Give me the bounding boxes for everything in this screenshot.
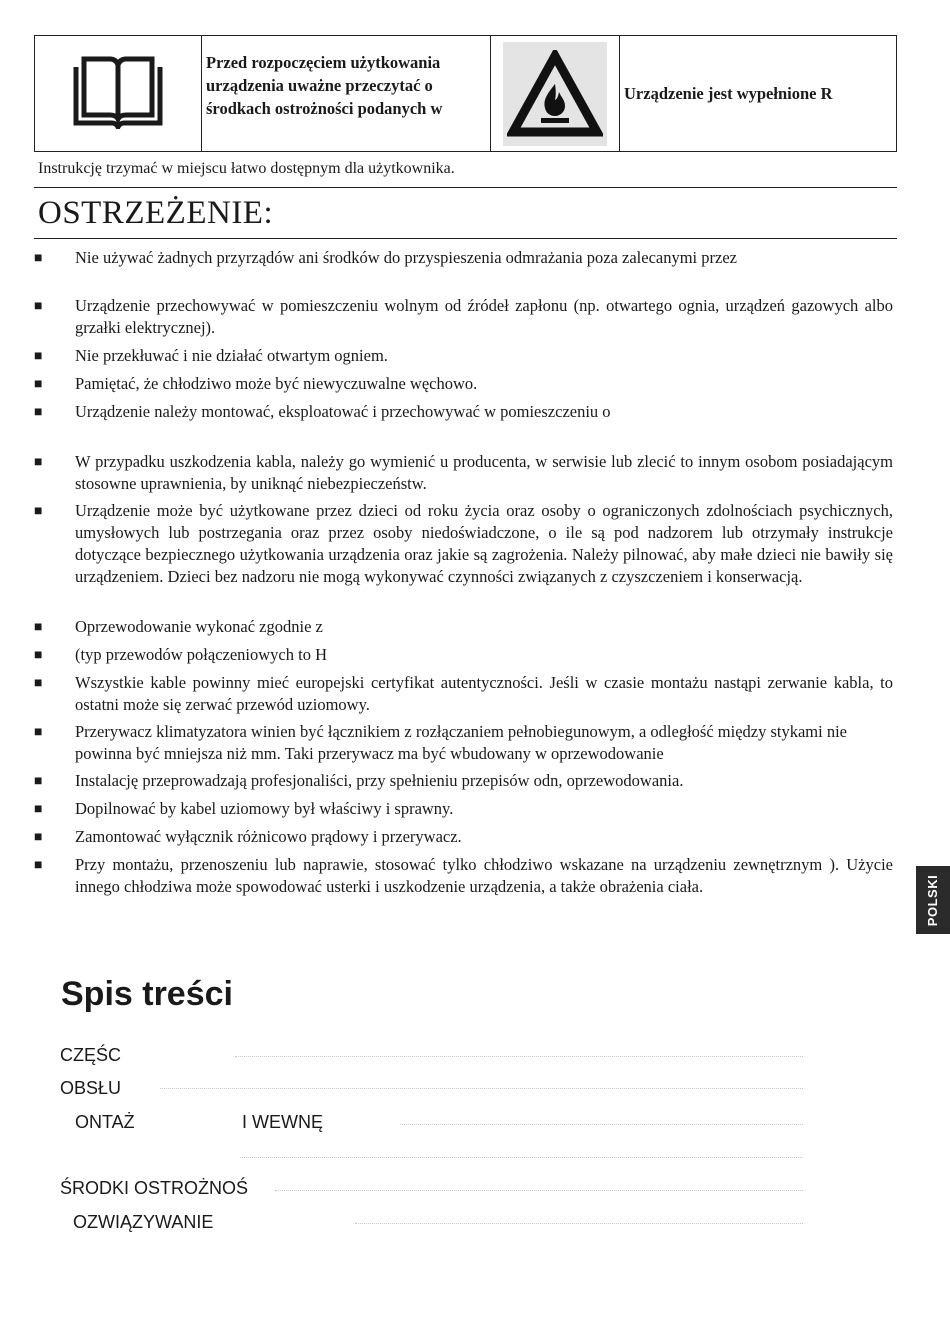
flame-cell (491, 36, 620, 151)
bullet: ■ (34, 725, 43, 740)
warning-text: Nie używać żadnych przyrządów ani środków do przyspieszenia odmrażania poza zalecanymi przez (75, 248, 737, 267)
bullet: ■ (34, 802, 43, 817)
bullet: ■ (34, 774, 43, 789)
bullet: ■ (34, 648, 43, 663)
flammable-warning-icon (503, 42, 607, 146)
toc-entry[interactable]: ONTAŻ (75, 1112, 135, 1132)
warning-text: (typ przewodów połączeniowych to H (75, 645, 328, 664)
bullet: ■ (34, 299, 43, 314)
bullet: ■ (34, 349, 43, 364)
warning-text: Urządzenie należy montować, eksploatować i przechowywać w pomieszczeniu o (75, 402, 611, 421)
warning-text: Przy montażu, przenoszeniu lub naprawie, stosować tylko chłodziwo wskazane na urządzeniu zewnętrznym ). Użycie innego chłodziwa może spowodować usterki i uszkodzenie urządzenia, a także obrażenia ciała. (75, 855, 893, 896)
divider (34, 238, 897, 239)
bullet: ■ (34, 620, 43, 635)
bullet: ■ (34, 251, 43, 266)
warning-text: W przypadku uszkodzenia kabla, należy go wymienić u producenta, w serwisie lub zlecić to innym osobom posiadającym stosowne uprawnienia, by uniknąć niebezpieczeństw. (75, 452, 893, 493)
open-book-icon (70, 53, 166, 134)
bullet: ■ (34, 504, 43, 519)
toc-leader (355, 1223, 803, 1224)
bullet: ■ (34, 676, 43, 691)
warning-text: Nie przekłuwać i nie działać otwartym ogniem. (75, 346, 388, 365)
bullet: ■ (34, 405, 43, 420)
read-line-1: Przed rozpoczęciem użytkowania (206, 53, 441, 72)
toc-title: Spis treści (61, 975, 233, 1013)
divider (34, 187, 897, 188)
language-tab-label: POLSKI (925, 874, 941, 926)
keep-instructions-note: Instrukcję trzymać w miejscu łatwo dostępnym dla użytkownika. (38, 160, 455, 177)
bullet: ■ (34, 455, 43, 470)
language-tab[interactable] (916, 866, 950, 934)
toc-entry[interactable]: I WEWNĘ (242, 1112, 323, 1132)
toc-entry[interactable]: OZWIĄZYWANIE (73, 1212, 214, 1232)
warning-text: Urządzenie może być użytkowane przez dzieci od roku życia oraz osoby o ograniczonych zdolnościach psychicznych, umysłowych lub postrzegania oraz przez osoby niedoświadczone, o ile są pod nadzorem lub otrzymały instrukcje dotyczące bezpiecznego użytkowania urządzenia oraz jakie są zagrożenia. Należy pilnować, aby małe dzieci nie bawiły się urządzeniem. Dzieci bez nadzoru nie mogą wykonywać czynności związanych z czyszczeniem i konserwacją. (75, 501, 893, 586)
warning-text: Przerywacz klimatyzatora winien być łącznikiem z rozłączaniem pełnobiegunowym, a odległość między stykami nie powinna być mniejsza niż mm. Taki przerywacz ma być wbudowany w oprzewodowanie (75, 722, 848, 763)
toc-leader (275, 1190, 803, 1191)
warning-text: Urządzenie przechowywać w pomieszczeniu wolnym od źródeł zapłonu (np. otwartego ognia, urządzeń gazowych albo grzałki elektrycznej). (75, 296, 893, 337)
toc-leader (235, 1056, 803, 1057)
toc-leader (240, 1157, 803, 1158)
header-table (34, 35, 897, 152)
read-line-3: środkach ostrożności podanych w (206, 99, 443, 118)
bullet: ■ (34, 858, 43, 873)
toc-entry[interactable]: OBSŁU (60, 1078, 122, 1098)
read-instructions-cell (202, 36, 491, 151)
bullet: ■ (34, 377, 43, 392)
warning-text: Wszystkie kable powinny mieć europejski certyfikat autentyczności. Jeśli w czasie montażu nastąpi zerwanie kabla, to ostatni może się zerwać przewód uziomowy. (75, 673, 893, 714)
read-line-2: urządzenia uważne przeczytać o (206, 76, 433, 95)
book-cell (35, 36, 202, 151)
warning-title: OSTRZEŻENIE: (38, 195, 274, 231)
toc-leader (400, 1124, 803, 1125)
toc-entry[interactable]: ŚRODKI OSTROŻNOŚ (60, 1178, 249, 1198)
toc-leader (160, 1088, 803, 1089)
refrigerant-filled-text: Urządzenie jest wypełnione R (624, 83, 833, 103)
warning-text: Pamiętać, że chłodziwo może być niewyczuwalne węchowo. (75, 374, 478, 393)
warning-text: Instalację przeprowadzają profesjonaliści, przy spełnieniu przepisów odn, oprzewodowania. (75, 771, 684, 790)
warning-text: Dopilnować by kabel uziomowy był właściwy i sprawny. (75, 799, 454, 818)
bullet: ■ (34, 830, 43, 845)
refrigerant-filled-cell (620, 36, 896, 151)
warning-text: Oprzewodowanie wykonać zgodnie z (75, 617, 323, 636)
warning-text: Zamontować wyłącznik różnicowo prądowy i przerywacz. (75, 827, 462, 846)
toc-entry[interactable]: CZĘŚC (60, 1045, 122, 1065)
